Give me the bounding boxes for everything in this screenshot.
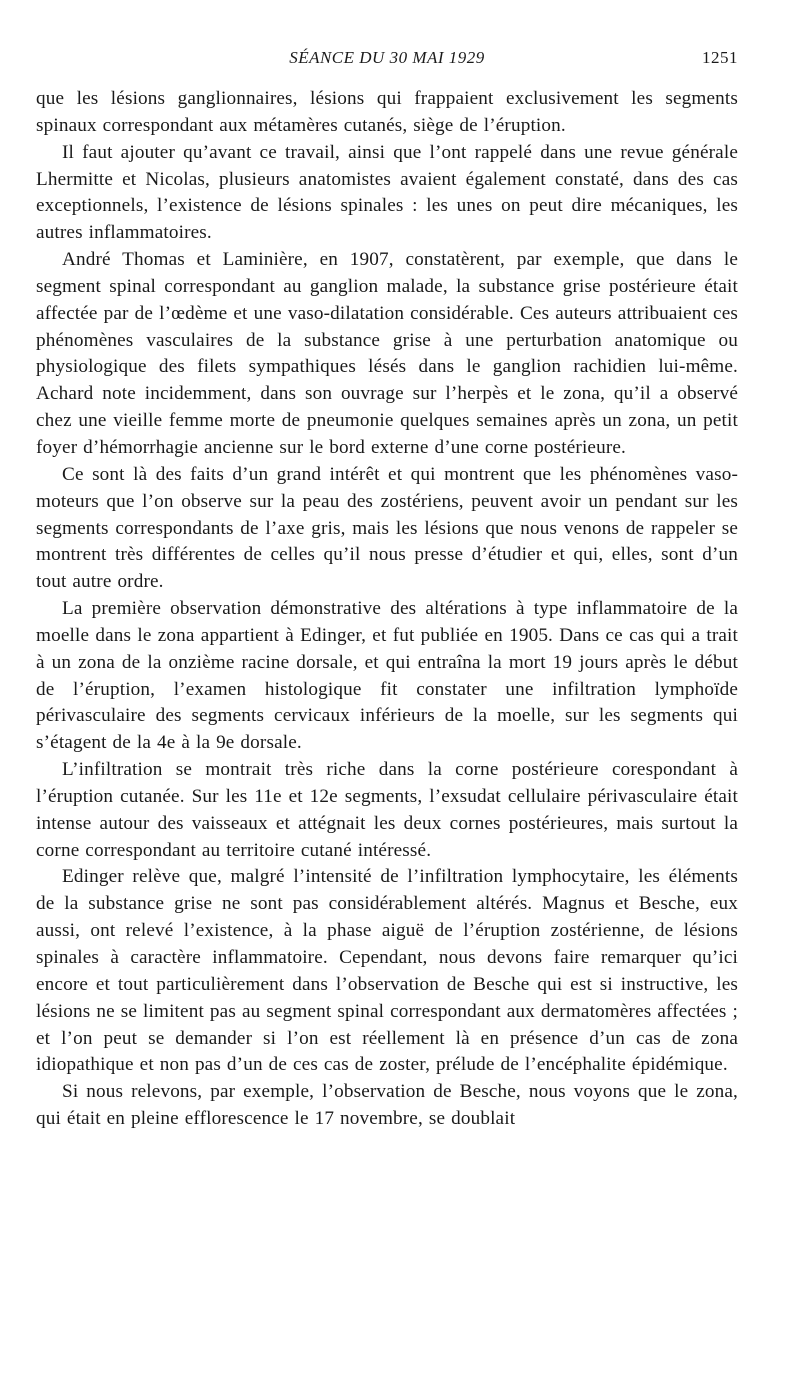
paragraph-3: André Thomas et Laminière, en 1907, constatèrent, par exemple, que dans le segment spinal correspondant au ganglion malade, la substance grise postérieure était affectée par de l’œdème et une vaso-dilatation considérable. Ces auteurs attribuaient ces phénomènes vasculaires de la substance grise à une perturbation anatomique ou physiologique des filets sympathiques lésés dans le ganglion rachidien lui-même. Achard note incidemment, dans son ouvrage sur l’herpès et le zona, qu’il a observé chez une vieille femme morte de pneumonie quelques semaines après un zona, un petit foyer d’hémorrhagie ancienne sur le bord externe d’une corne postérieure.	[36, 249, 738, 458]
paragraph-7: Edinger relève que, malgré l’intensité de l’infiltration lymphocytaire, les éléments de la substance grise ne sont pas considérablement altérés. Magnus et Besche, eux aussi, ont relevé l’existence, à la phase aiguë de l’éruption zostérienne, de lésions spinales à caractère inflammatoire. Cependant, nous devons faire remarquer qu’ici encore et tout particulièrement dans l’observation de Besche qui est si instructive, les lésions ne se limitent pas au segment spinal correspondant aux dermatomères affectées ; et l’on peut se demander si l’on est réellement là en présence d’un cas de zona idiopathique et non pas d’un de ces cas de zoster, prélude de l’encéphalite épidémique.	[36, 866, 738, 1076]
running-title: SÉANCE DU 30 MAI 1929	[289, 48, 485, 67]
paragraph-6: L’infiltration se montrait très riche dans la corne postérieure corespondant à l’éruption cutanée. Sur les 11e et 12e segments, l’exsudat cellulaire périvasculaire était intense autour des vaisseaux et attégnait les deux cornes postérieures, mais surtout la corne correspondant au territoire cutané intéressé.	[36, 759, 738, 861]
body-text	[36, 86, 738, 1133]
paragraph-4: Ce sont là des faits d’un grand intérêt et qui montrent que les phénomènes vaso-moteurs que l’on observe sur la peau des zostériens, peuvent avoir un pendant sur les segments correspondants de l’axe gris, mais les lésions que nous venons de rappeler se montrent très différentes de celles qu’il nous presse d’étudier et qui, elles, sont d’un tout autre ordre.	[36, 463, 738, 593]
paragraph-1: que les lésions ganglionnaires, lésions qui frappaient exclusivement les segments spinaux correspondant aux métamères cutanés, siège de l’éruption.	[36, 88, 738, 136]
running-head	[36, 48, 738, 72]
paragraph-2: Il faut ajouter qu’avant ce travail, ainsi que l’ont rappelé dans une revue générale Lhermitte et Nicolas, plusieurs anatomistes avaient également constaté, dans des cas exceptionnels, l’existence de lésions spinales : les unes on peut dire mécaniques, les autres inflammatoires.	[36, 141, 738, 244]
page-number: 1251	[702, 48, 738, 67]
paragraph-8: Si nous relevons, par exemple, l’observation de Besche, nous voyons que le zona, qui était en pleine efflorescence le 17 novembre, se doublait	[36, 1081, 738, 1130]
paragraph-5: La première observation démonstrative des altérations à type inflammatoire de la moelle dans le zona appartient à Edinger, et fut publiée en 1905. Dans ce cas qui a trait à un zona de la onzième racine dorsale, et qui entraîna la mort 19 jours après le début de l’éruption, l’examen histologique fit constater une infiltration lymphoïde périvasculaire des segments cervicaux inférieurs de la moelle, sur les segments qui s’étagent de la 4e à la 9e dorsale.	[36, 598, 738, 754]
